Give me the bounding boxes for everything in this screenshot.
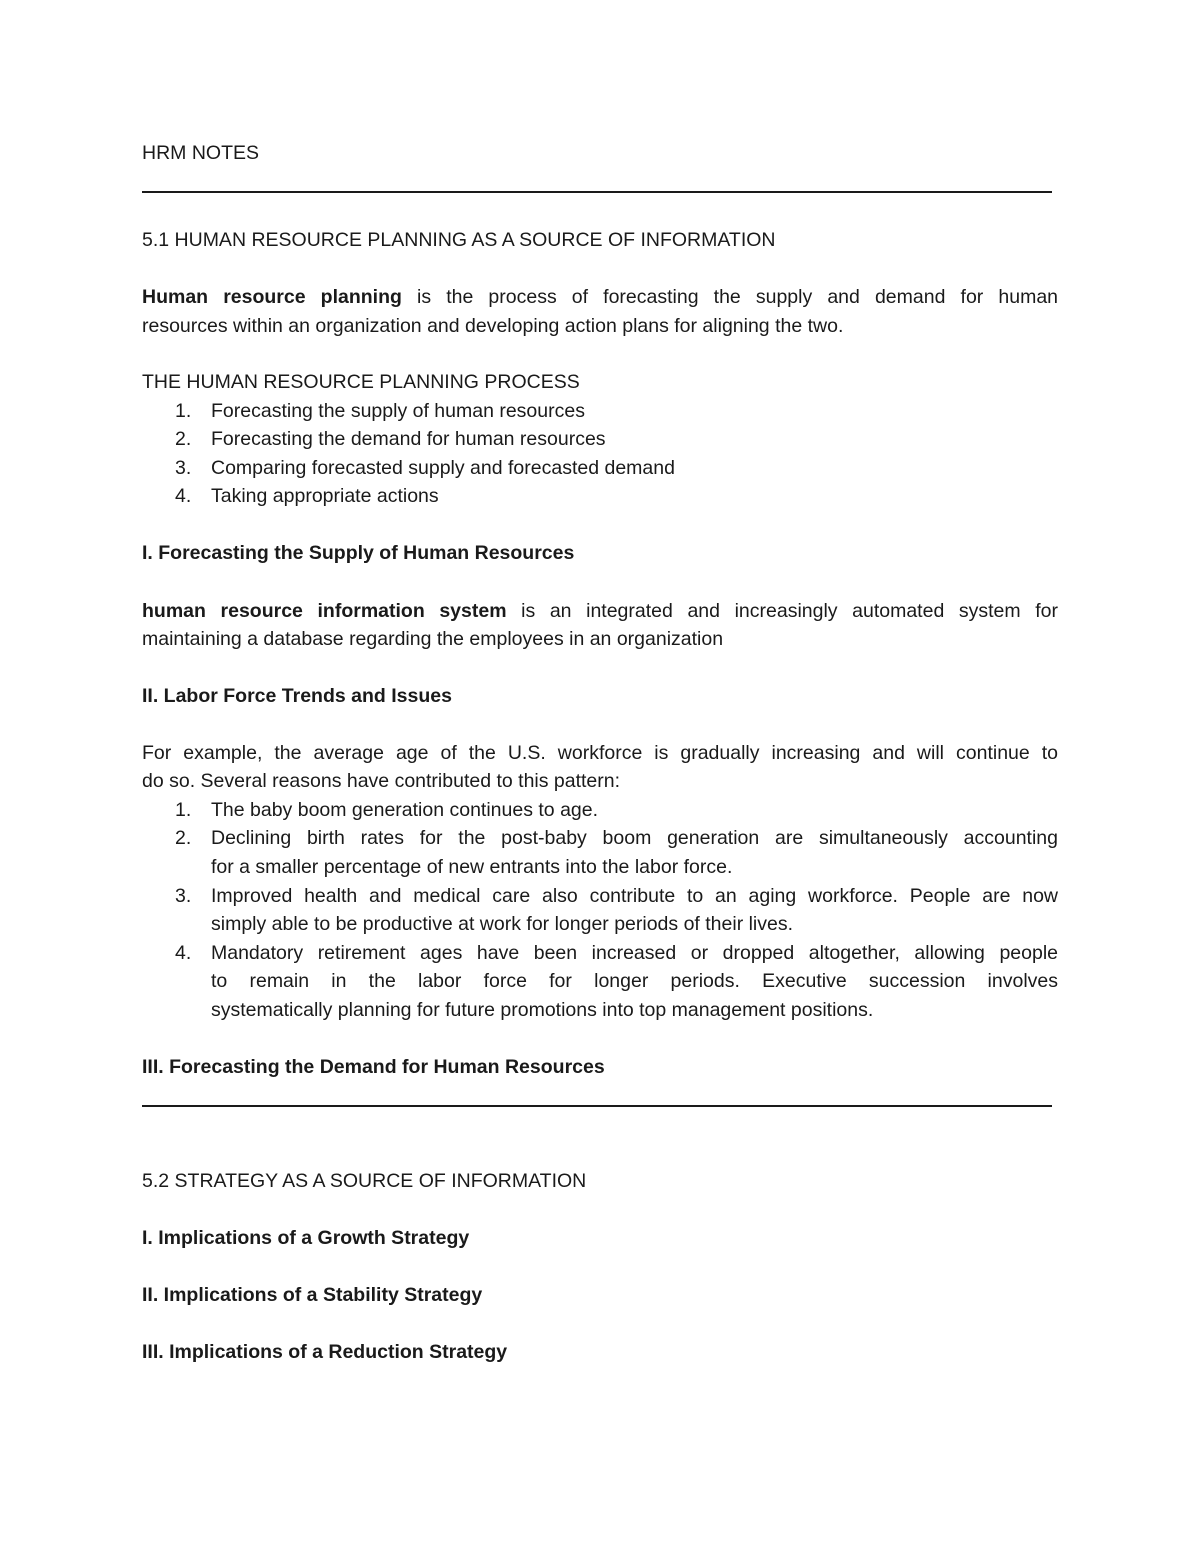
subheading-stability-strategy: II. Implications of a Stability Strategy [142,1284,483,1306]
hris-term: human resource information system [142,600,507,622]
subheading-labor-force: II. Labor Force Trends and Issues [142,685,452,707]
divider-rule [142,1105,1052,1107]
section-heading-5-1: 5.1 HUMAN RESOURCE PLANNING AS A SOURCE OF INFORMATION [142,229,776,251]
subheading-growth-strategy: I. Implications of a Growth Strategy [142,1227,470,1249]
definition-term: Human resource planning [142,286,402,308]
hris-line-2: maintaining a database regarding the employees in an organization [142,628,724,650]
definition-line-1 [142,283,1058,311]
hris-line-1 [142,597,1058,625]
document-title: HRM NOTES [142,142,259,164]
divider-rule [142,191,1052,193]
process-heading: THE HUMAN RESOURCE PLANNING PROCESS [142,371,580,393]
document-page: HRM NOTES 5.1 HUMAN RESOURCE PLANNING AS A SOURCE OF INFORMATION Human resource planning is the process of forecasting the supply and demand for human resources within an organization and developing action plans for aligning the two. THE HUMAN RESOURCE PLANNING PROCESS 1. Forecasting the supply of human resources 2. Forecasting the demand for human resources 3. Comparing forecasted supply and forecasted demand 4. Taking appropriate actions I. Forecasting the Supply of Human Resources human resource information system is an integrated and increasingly automated system for maintaining a database regarding the employees in an organization II. Labor Force Trends and Issues For example, the average age of the U.S. workforce is gradually increasing and will continue to do so. Several reasons have contributed to this pattern: 1. The baby boom generation continues to age. 2. Declining birth rates for the post-baby boom generation are simultaneously accounting for a smaller percentage of new entrants into the labor force. 3. Improved health and medical care also contribute to an aging workforce. People are now simply able to be productive at work for longer periods of their lives. 4. Mandatory retirement ages have been increased or dropped altogether, allowing people to remain in the labor force for longer periods. Executive succession involves systematically planning for future promotions into top management positions. III. Forecasting the Demand for Human Resources 5.2 STRATEGY AS A SOURCE OF INFORMATION I. Implications of a Growth Strategy II. Implications of a Stability Strategy III. Implications of a Reduction Strategy [142,0,1058,1553]
definition-line-2: resources within an organization and developing action plans for aligning the two. [142,315,844,337]
section-heading-5-2: 5.2 STRATEGY AS A SOURCE OF INFORMATION [142,1170,587,1192]
subheading-reduction-strategy: III. Implications of a Reduction Strategy [142,1341,508,1363]
subheading-forecasting-supply: I. Forecasting the Supply of Human Resources [142,542,575,564]
example-line-1: For example, the average age of the U.S. workforce is gradually increasing and will continue to [142,742,1058,764]
subheading-forecasting-demand: III. Forecasting the Demand for Human Resources [142,1056,605,1078]
example-line-2: do so. Several reasons have contributed to this pattern: [142,770,621,792]
definition-text: is the process of forecasting the supply and demand for human [417,286,1059,308]
hris-text: is an integrated and increasingly automated system for [521,600,1058,622]
